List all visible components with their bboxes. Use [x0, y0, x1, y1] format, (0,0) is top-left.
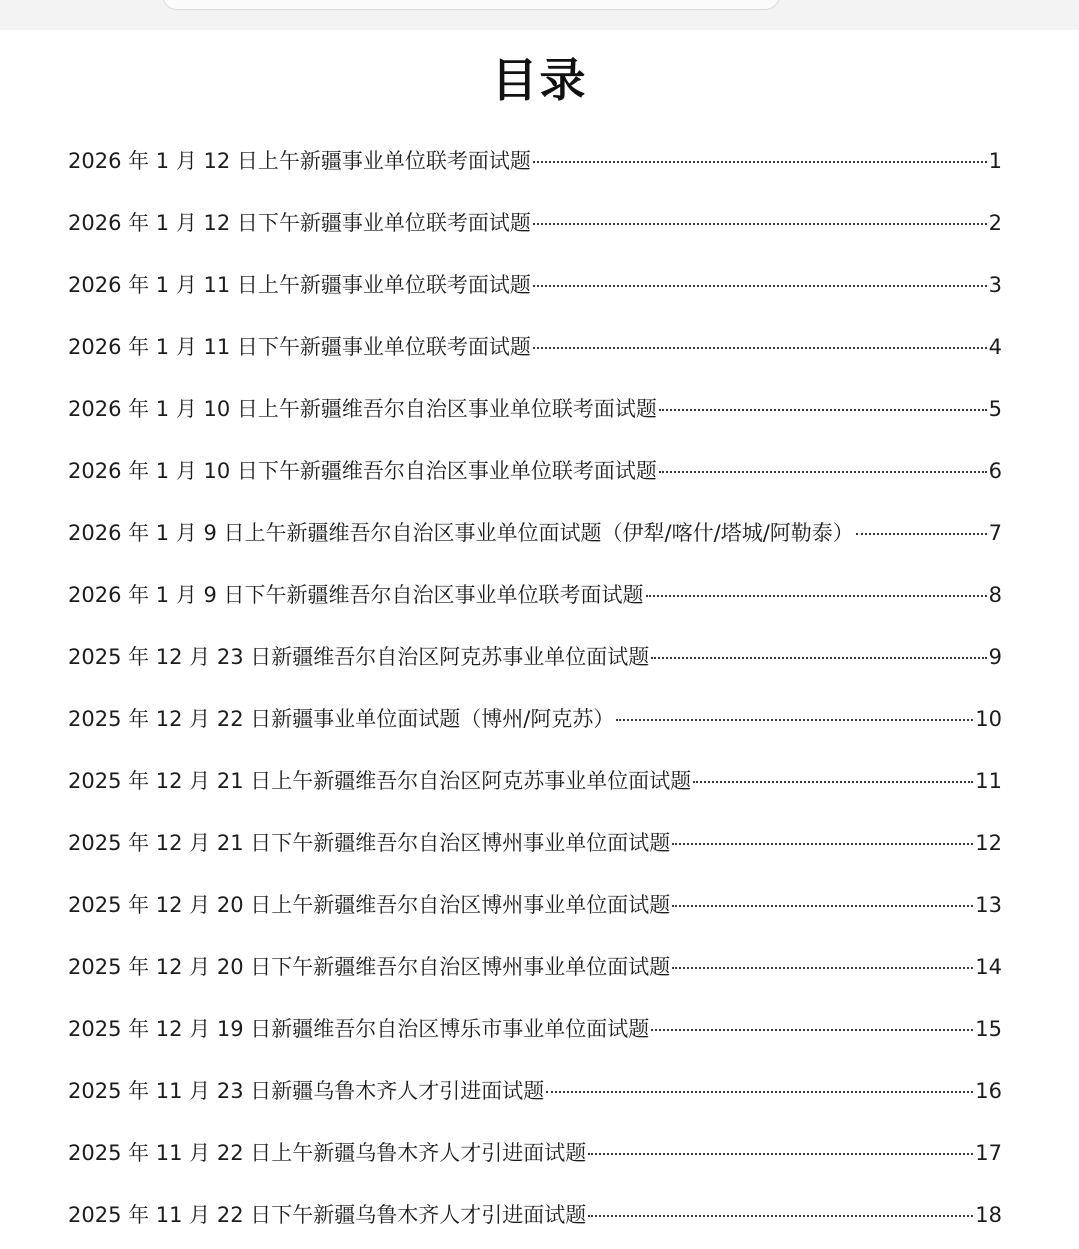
- toc-entry-title: 2026 年 1 月 10 日下午新疆维吾尔自治区事业单位联考面试题: [68, 459, 657, 483]
- toc-entry[interactable]: [68, 378, 1002, 440]
- toc-entry[interactable]: [68, 874, 1002, 936]
- toc-page-number: 11: [975, 769, 1002, 793]
- toc-entry-title: 2026 年 1 月 10 日上午新疆维吾尔自治区事业单位联考面试题: [68, 397, 657, 421]
- toc-entry[interactable]: [68, 688, 1002, 750]
- toc-entry-title: 2025 年 11 月 23 日新疆乌鲁木齐人才引进面试题: [68, 1079, 545, 1103]
- toc-entry-title: 2026 年 1 月 12 日下午新疆事业单位联考面试题: [68, 211, 531, 235]
- toc-page-number: 15: [975, 1017, 1002, 1041]
- toc-entry-title: 2025 年 11 月 22 日上午新疆乌鲁木齐人才引进面试题: [68, 1141, 587, 1165]
- dot-leader: [693, 781, 973, 783]
- dot-leader: [588, 1215, 973, 1217]
- toc-page-number: 4: [988, 335, 1002, 359]
- toc-page-number: 8: [988, 583, 1002, 607]
- toc-entry[interactable]: [68, 130, 1002, 192]
- dot-leader: [588, 1153, 973, 1155]
- dot-leader: [651, 657, 986, 659]
- toc-page-number: 10: [975, 707, 1002, 731]
- toc-entry[interactable]: [68, 936, 1002, 998]
- dot-leader: [651, 1029, 973, 1031]
- toc-entry[interactable]: [68, 564, 1002, 626]
- top-strip: [0, 0, 1079, 30]
- table-of-contents: [68, 130, 1002, 1246]
- toc-page-number: 9: [988, 645, 1002, 669]
- dot-leader: [672, 843, 973, 845]
- toc-entry[interactable]: [68, 1184, 1002, 1246]
- dot-leader: [672, 967, 973, 969]
- toc-entry-title: 2025 年 11 月 22 日下午新疆乌鲁木齐人才引进面试题: [68, 1203, 587, 1227]
- toc-entry-title: 2026 年 1 月 11 日上午新疆事业单位联考面试题: [68, 273, 531, 297]
- toc-page-number: 12: [975, 831, 1002, 855]
- toc-page-number: 17: [975, 1141, 1002, 1165]
- toc-entry[interactable]: [68, 502, 1002, 564]
- toc-page-number: 2: [988, 211, 1002, 235]
- dot-leader: [546, 1091, 973, 1093]
- dot-leader: [616, 719, 973, 721]
- dot-leader: [659, 409, 987, 411]
- dot-leader: [672, 905, 973, 907]
- toc-entry[interactable]: [68, 626, 1002, 688]
- dot-leader: [533, 223, 987, 225]
- page-title: 目录: [491, 53, 588, 107]
- toc-entry-title: 2025 年 12 月 20 日下午新疆维吾尔自治区博州事业单位面试题: [68, 955, 671, 979]
- toc-entry-title: 2025 年 12 月 21 日下午新疆维吾尔自治区博州事业单位面试题: [68, 831, 671, 855]
- toc-entry[interactable]: [68, 812, 1002, 874]
- toc-page-number: 5: [988, 397, 1002, 421]
- dot-leader: [646, 595, 987, 597]
- dot-leader: [659, 471, 987, 473]
- top-search-bar[interactable]: [162, 0, 780, 10]
- toc-page-number: 18: [975, 1203, 1002, 1227]
- toc-entry[interactable]: [68, 1060, 1002, 1122]
- toc-entry-title: 2026 年 1 月 12 日上午新疆事业单位联考面试题: [68, 149, 531, 173]
- toc-entry-title: 2026 年 1 月 9 日下午新疆维吾尔自治区事业单位联考面试题: [68, 583, 644, 607]
- toc-entry-title: 2026 年 1 月 11 日下午新疆事业单位联考面试题: [68, 335, 531, 359]
- toc-entry[interactable]: [68, 316, 1002, 378]
- document-page: [0, 30, 1079, 1249]
- dot-leader: [533, 347, 987, 349]
- toc-entry-title: 2025 年 12 月 21 日上午新疆维吾尔自治区阿克苏事业单位面试题: [68, 769, 692, 793]
- toc-entry[interactable]: [68, 192, 1002, 254]
- dot-leader: [856, 533, 987, 535]
- dot-leader: [533, 161, 987, 163]
- toc-entry[interactable]: [68, 254, 1002, 316]
- toc-entry-title: 2025 年 12 月 22 日新疆事业单位面试题（博州/阿克苏）: [68, 707, 615, 731]
- toc-entry[interactable]: [68, 440, 1002, 502]
- toc-entry[interactable]: [68, 750, 1002, 812]
- toc-entry-title: 2025 年 12 月 19 日新疆维吾尔自治区博乐市事业单位面试题: [68, 1017, 650, 1041]
- toc-entry-title: 2025 年 12 月 20 日上午新疆维吾尔自治区博州事业单位面试题: [68, 893, 671, 917]
- toc-page-number: 7: [988, 521, 1002, 545]
- toc-entry-title: 2026 年 1 月 9 日上午新疆维吾尔自治区事业单位面试题（伊犁/喀什/塔城/阿勒泰）: [68, 521, 854, 545]
- toc-entry[interactable]: [68, 998, 1002, 1060]
- toc-page-number: 3: [988, 273, 1002, 297]
- toc-page-number: 16: [975, 1079, 1002, 1103]
- toc-page-number: 13: [975, 893, 1002, 917]
- toc-entry-title: 2025 年 12 月 23 日新疆维吾尔自治区阿克苏事业单位面试题: [68, 645, 650, 669]
- toc-page-number: 1: [988, 149, 1002, 173]
- toc-page-number: 14: [975, 955, 1002, 979]
- toc-page-number: 6: [988, 459, 1002, 483]
- toc-entry[interactable]: [68, 1122, 1002, 1184]
- dot-leader: [533, 285, 987, 287]
